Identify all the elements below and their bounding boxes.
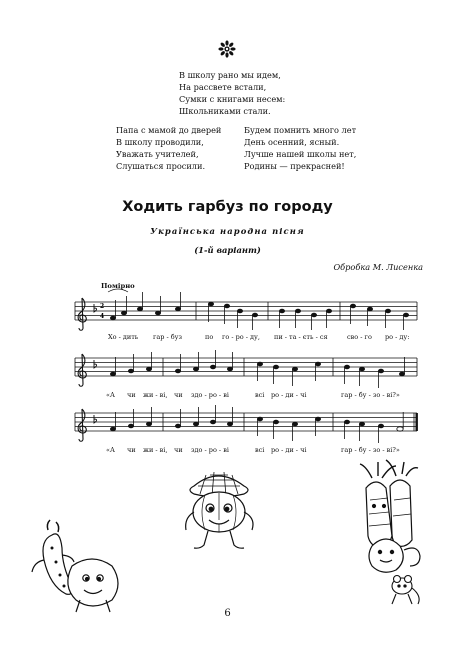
- song-arranger: Обробка М. Лисенка: [333, 262, 423, 272]
- lyric-syllables: го - ро - ду,: [222, 333, 260, 341]
- mouse-character-icon: [392, 576, 419, 605]
- lyric-syllables: здо - ро - ві: [191, 446, 229, 454]
- time-signature: 2: [100, 303, 105, 310]
- lyric-syllables: пи - та - єть - ся: [274, 333, 328, 341]
- potato-character-icon: [68, 559, 118, 612]
- poem-line: День осенний, ясный.: [244, 137, 340, 147]
- lyric-syllables: по: [205, 333, 214, 341]
- lyric-syllables: ро - ду:: [385, 333, 410, 341]
- song-subtitle: Українська народна пісня: [150, 226, 305, 236]
- lyric-syllables: всі: [255, 446, 265, 454]
- poem-line: Родины — прекрасней!: [244, 161, 345, 171]
- poem-line: В школу рано мы идем,: [179, 70, 281, 80]
- radish-character-icon: [369, 539, 420, 572]
- poem-line: Школьниками стали.: [179, 106, 271, 116]
- poem-line: Уважать учителей,: [116, 149, 199, 159]
- lyric-syllables: гар - буз: [153, 333, 183, 341]
- lyric-syllables: здо - ро - ві: [191, 391, 229, 399]
- lyric-syllables: ро - ди - чі: [271, 446, 307, 454]
- lyric-syllables: чи: [174, 446, 183, 454]
- lyric-syllables: жи - ві,: [143, 446, 168, 454]
- poem-line: Папа с мамой до дверей: [116, 125, 222, 135]
- song-title: Ходить гарбуз по городу: [122, 199, 333, 215]
- lyric-syllables: гар - бу - зо - ві?»: [341, 446, 400, 454]
- lyric-syllables: чи: [127, 446, 136, 454]
- lyric-syllables: гар - бу - зо - ві?»: [341, 391, 400, 399]
- page-number: 6: [224, 608, 231, 619]
- poem-line: Слушаться просили.: [116, 161, 206, 171]
- lyric-syllables: жи - ві,: [143, 391, 168, 399]
- song-variant: (1-й варіант): [194, 245, 261, 255]
- pumpkin-character-icon: [186, 472, 253, 548]
- lyric-syllables: чи: [174, 391, 183, 399]
- poem-line: В школу проводили,: [116, 137, 204, 147]
- carrot-character-icon: [360, 460, 418, 548]
- lyric-syllables: ро - ди - чі: [271, 391, 307, 399]
- tempo-marking: Помірно: [101, 282, 135, 290]
- lyric-syllables: Хо - дить: [108, 333, 139, 341]
- lyric-syllables: чи: [127, 391, 136, 399]
- lyric-syllables: сво - го: [347, 333, 372, 341]
- poem-line: На рассвете встали,: [179, 82, 267, 92]
- poem-line: Будем помнить много лет: [244, 125, 357, 135]
- poem-line: Лучше нашей школы нет,: [244, 149, 357, 159]
- lyric-syllables: «А: [106, 391, 115, 399]
- poem-line: Сумки с книгами несем:: [179, 94, 286, 104]
- lyric-syllables: «А: [106, 446, 115, 454]
- time-signature: 4: [100, 313, 105, 320]
- lyric-syllables: всі: [255, 391, 265, 399]
